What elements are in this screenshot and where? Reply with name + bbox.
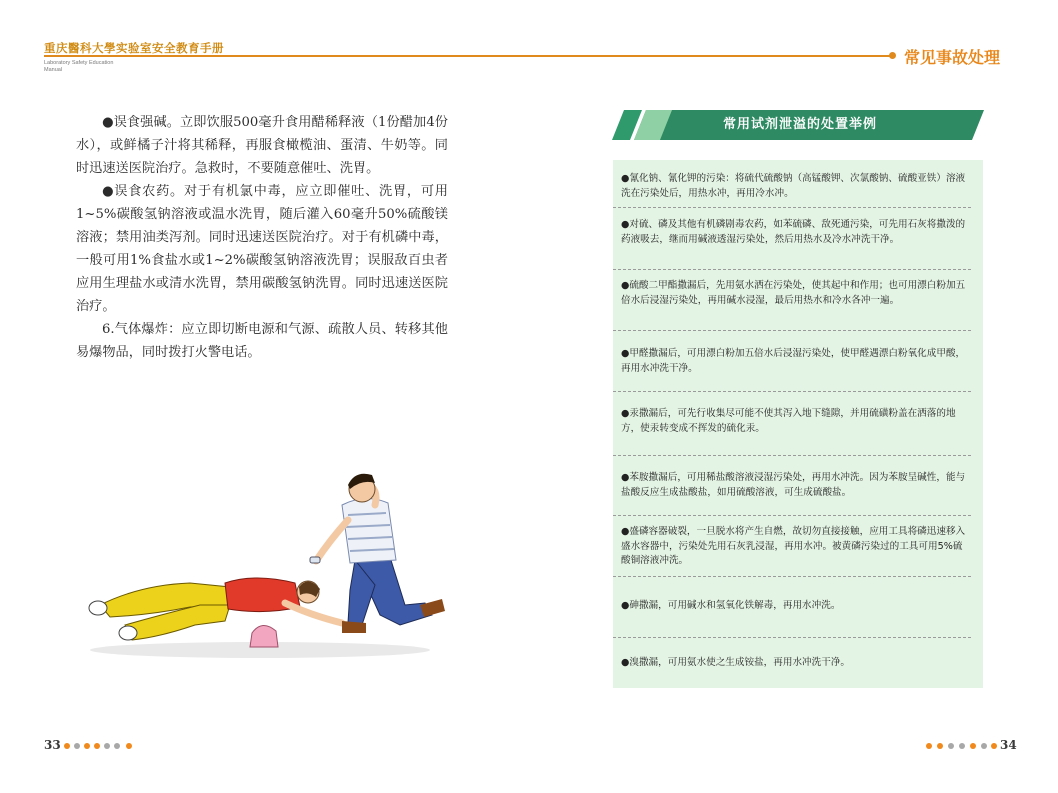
footer-dot <box>937 743 943 749</box>
list-item: ●汞撒漏后，可先行收集尽可能不使其泻入地下缝隙，并用硫磺粉盖在洒落的地方，使汞转变成不挥发的硫化汞。 <box>621 408 956 434</box>
footer-dot <box>104 743 110 749</box>
footer-dot <box>74 743 80 749</box>
list-item: ●氰化钠、氰化钾的污染：将硫代硫酸钠（高锰酸钾、次氯酸钠、硫酸亚铁）溶液洗在污染处后，用热水冲，再用冷水冲。 <box>621 173 966 199</box>
paragraph-gas-explosion: 6.气体爆炸：应立即切断电源和气源、疏散人员、转移其他易爆物品，同时拨打火警电话。 <box>76 322 448 360</box>
footer-dot <box>959 743 965 749</box>
footer-dot <box>991 743 997 749</box>
footer-dot <box>126 743 132 749</box>
footer-dot <box>926 743 932 749</box>
footer-dot <box>84 743 90 749</box>
paragraph-pesticide: ●误食农药。对于有机氯中毒，应立即催吐、洗胃，可用1~5%碳酸氢钠溶液或温水洗胃，随后灌入60毫升50%硫酸镁溶液；禁用油类泻剂。同时迅速送医院治疗。对于有机磷中毒，一般可用1%食盐水或1~2%碳酸氢钠溶液洗胃；误服敌百虫者应用生理盐水或清水洗胃，禁用碳酸氢钠洗胃。同时迅速送医院治疗。 <box>76 184 448 314</box>
item-divider <box>613 576 971 577</box>
footer-dot <box>981 743 987 749</box>
footer-dot <box>94 743 100 749</box>
item-divider <box>613 515 971 516</box>
list-item: ●甲醛撒漏后，可用漂白粉加五倍水后浸湿污染处，使甲醛遇漂白粉氧化成甲酸，再用水冲洗干净。 <box>621 348 966 374</box>
handbook-subtitle-line1: Laboratory Safety Education <box>44 60 114 66</box>
left-page-body <box>76 111 448 364</box>
section-title: 常见事故处理 <box>904 48 1001 67</box>
list-item: ●硫酸二甲酯撒漏后，先用氨水洒在污染处，使其起中和作用；也可用漂白粉加五倍水后浸湿污染处，再用碱水浸湿，最后用热水和冷水各冲一遍。 <box>621 280 966 306</box>
header-rule <box>44 55 894 57</box>
list-item: ●砷撒漏，可用碱水和氢氧化铁解毒，再用水冲洗。 <box>621 600 841 611</box>
header-rule-dot <box>889 52 896 59</box>
first-aid-illustration <box>80 465 455 670</box>
page-number-left: 33 <box>44 738 61 752</box>
box-title: 常用试剂泄溢的处置举例 <box>722 117 877 132</box>
item-divider <box>613 637 971 638</box>
list-item: ●对硫、磷及其他有机磷剧毒农药，如苯硫磷、敌死通污染，可先用石灰将撒泼的药液吸去，继而用碱液透湿污染处，然后用热水及冷水冲洗干净。 <box>621 219 966 245</box>
handbook-title: 重庆醫科大學实验室安全教育手册 <box>44 41 224 55</box>
footer-dot <box>970 743 976 749</box>
footer-dot <box>948 743 954 749</box>
list-item: ●盛磷容器破裂，一旦脱水将产生自燃，故切勿直接接触，应用工具将磷迅速移入盛水容器中，污染处先用石灰乳浸湿，再用水冲。被黄磷污染过的工具可用5%硫酸铜溶液冲洗。 <box>621 526 966 566</box>
item-divider <box>613 391 971 392</box>
item-divider <box>613 455 971 456</box>
page-number-right: 34 <box>1000 738 1017 752</box>
list-item: ●苯胺撒漏后，可用稀盐酸溶液浸湿污染处，再用水冲洗。因为苯胺呈碱性，能与盐酸反应生成盐酸盐，如用硫酸溶液，可生成硫酸盐。 <box>621 472 966 498</box>
item-divider <box>613 330 971 331</box>
item-divider <box>613 269 971 270</box>
footer-dot <box>114 743 120 749</box>
list-item: ●溴撒漏，可用氨水使之生成铵盐，再用水冲洗干净。 <box>621 657 851 668</box>
footer-dot <box>64 743 70 749</box>
item-divider <box>613 207 971 208</box>
handbook-subtitle <box>44 60 164 74</box>
handbook-subtitle-line2: Manual <box>44 67 63 73</box>
paragraph-alkali: ●误食强碱。立即饮服500毫升食用醋稀释液（1份醋加4份水），或鲜橘子汁将其稀释，再服食橄榄油、蛋清、牛奶等。同时迅速送医院治疗。急救时，不要随意催吐、洗胃。 <box>76 115 448 176</box>
